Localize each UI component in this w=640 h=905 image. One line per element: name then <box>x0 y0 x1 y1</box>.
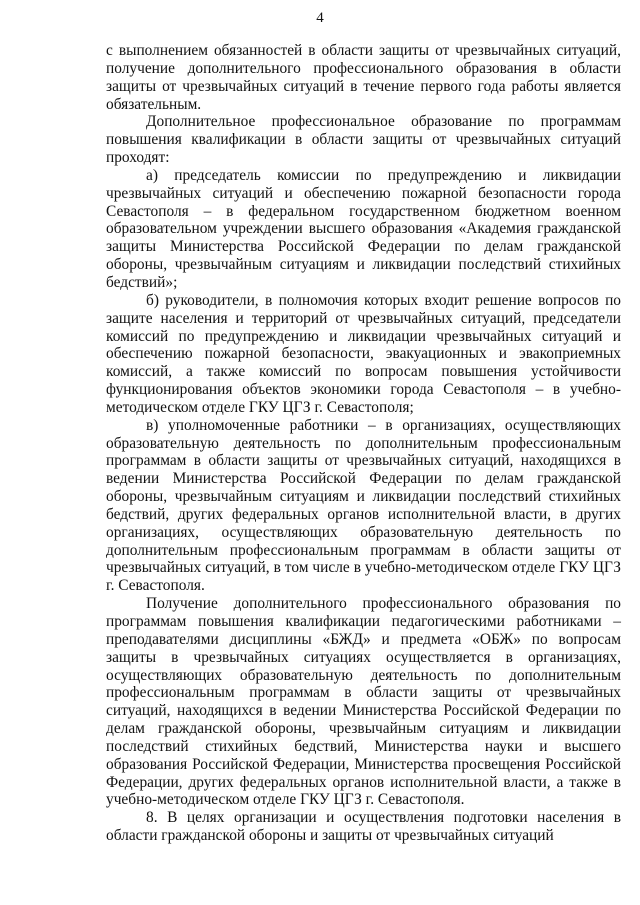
paragraph-continuation: с выполнением обязанностей в области защиты от чрезвычайных ситуаций, получение дополнительного профессионального образования в области защиты от чрезвычайных ситуаций в течение первого года работы является обязательным. <box>106 42 621 113</box>
paragraph-section-8: 8. В целях организации и осуществления подготовки населения в области гражданской обороны и защиты от чрезвычайных ситуаций <box>106 809 621 845</box>
list-item-a: а) председатель комиссии по предупреждению и ликвидации чрезвычайных ситуаций и обеспечению пожарной безопасности города Севастополя – в федеральном государственном бюджетном военном образовательном учреждении высшего образования «Академия гражданской защиты Министерства Российской Федерации по делам гражданской обороны, чрезвычайным ситуациям и ликвидации последствий стихийных бедствий»; <box>106 166 621 291</box>
list-item-b: б) руководители, в полномочия которых входит решение вопросов по защите населения и территорий от чрезвычайных ситуаций, председатели комиссий по предупреждению и ликвидации чрезвычайных ситуаций и обеспечению пожарной безопасности, эвакуационных и эвакоприемных комиссий, а также комиссий по вопросам повышения устойчивости функционирования объектов экономики города Севастополя – в учебно-методическом отделе ГКУ ЦГЗ г. Севастополя; <box>106 291 621 416</box>
paragraph-teachers: Получение дополнительного профессионального образования по программам повышения квалификации педагогическими работниками – преподавателями дисциплины «БЖД» и предмета «ОБЖ» по вопросам защиты в чрезвычайных ситуациях осуществляется в организациях, осуществляющих образовательную деятельность по дополнительным профессиональным программам в области защиты от чрезвычайных ситуаций, находящихся в ведении Министерства Российской Федерации по делам гражданской обороны, чрезвычайным ситуациям и ликвидации последствий стихийных бедствий, Министерства науки и высшего образования Российской Федерации, Министерства просвещения Российской Федерации, других федеральных органов исполнительной власти, а также в учебно-методическом отделе ГКУ ЦГЗ г. Севастополя. <box>106 595 621 809</box>
list-item-v: в) уполномоченные работники – в организациях, осуществляющих образовательную деятельность по дополнительным профессиональным программам в области защиты от чрезвычайных ситуаций, находящихся в ведении Министерства Российской Федерации по делам гражданской обороны, чрезвычайным ситуациям и ликвидации последствий стихийных бедствий, других федеральных органов исполнительной власти, в других организациях, осуществляющих образовательную деятельность по дополнительным профессиональным программам в области защиты от чрезвычайных ситуаций, в том числе в учебно-методическом отделе ГКУ ЦГЗ г. Севастополя. <box>106 416 621 595</box>
page-number: 4 <box>316 10 324 26</box>
paragraph-intro: Дополнительное профессиональное образование по программам повышения квалификации в области защиты от чрезвычайных ситуаций проходят: <box>106 113 621 167</box>
document-body <box>106 42 621 845</box>
